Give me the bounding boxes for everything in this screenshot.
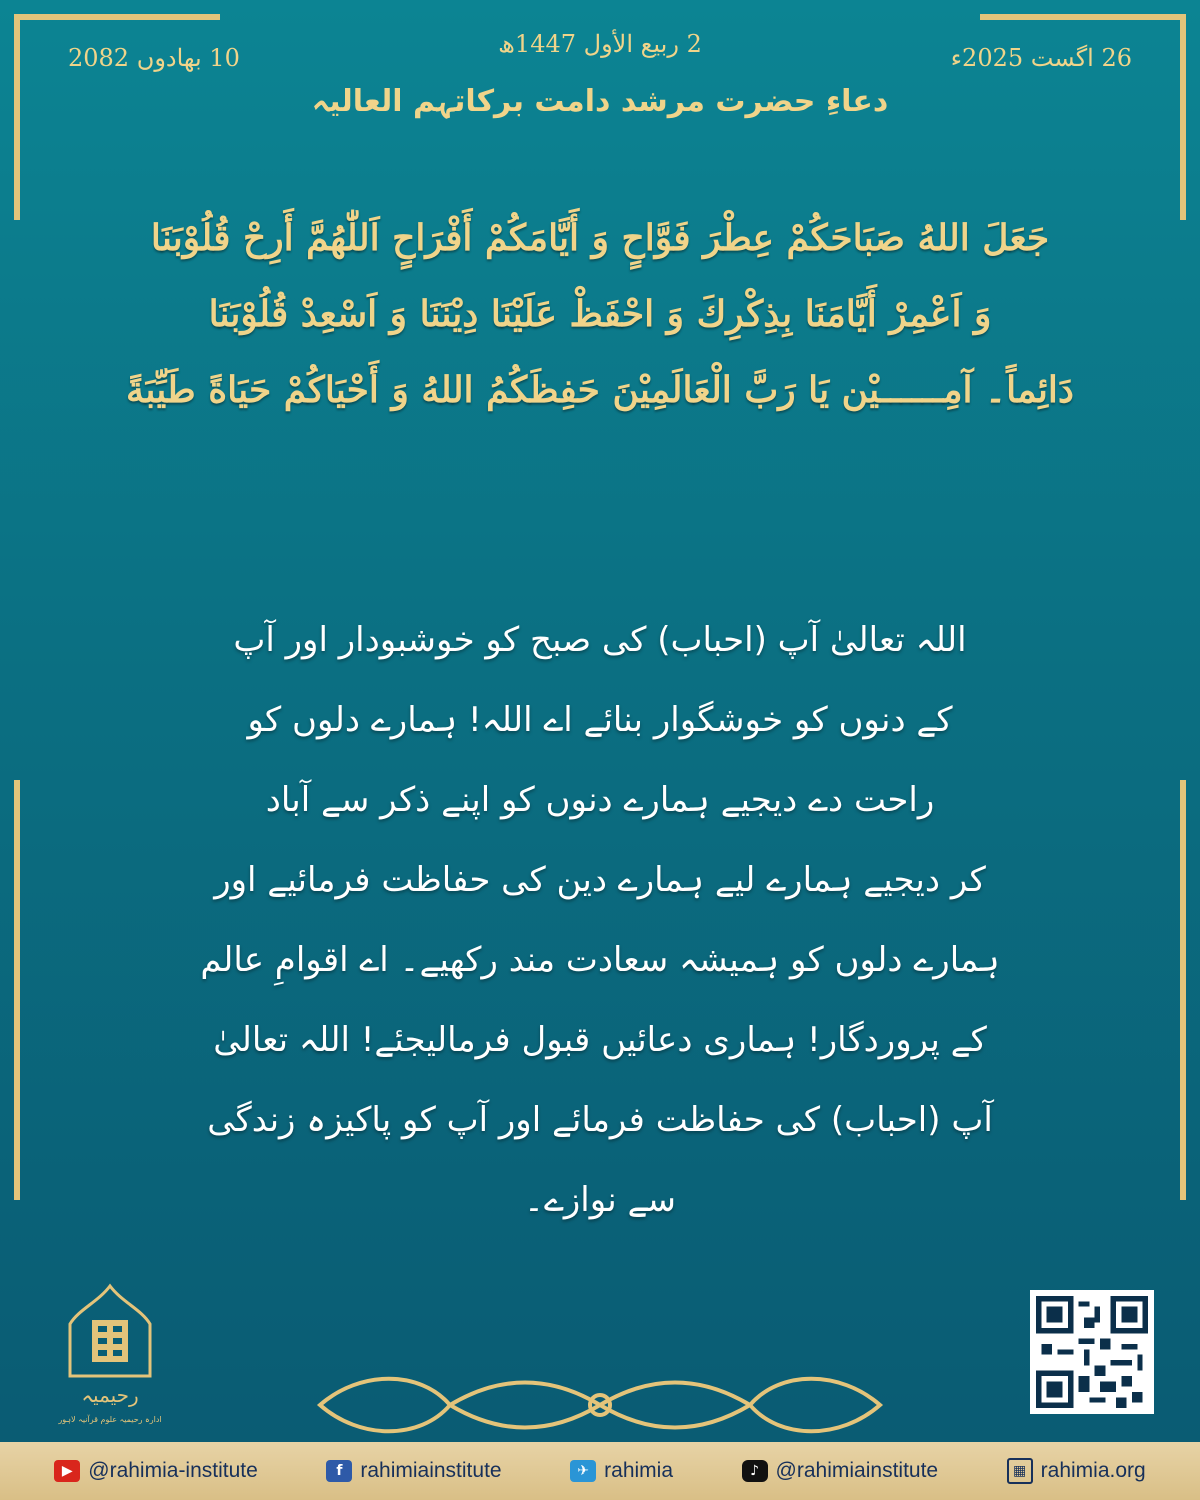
hijri-date: 2 ربیع الأول 1447ھ	[498, 30, 702, 58]
twitter-handle: rahimia	[604, 1459, 673, 1482]
website-url: rahimia.org	[1040, 1459, 1146, 1482]
tiktok-link[interactable]	[742, 1459, 939, 1483]
youtube-link[interactable]	[54, 1459, 258, 1483]
urdu-line: راحت دے دیجیے ہمارے دنوں کو اپنے ذکر سے آباد	[265, 780, 935, 820]
urdu-line: ہمارے دلوں کو ہمیشہ سعادت مند رکھیے۔ اے اقوامِ عالم	[200, 940, 1000, 980]
arabic-line: دَائِماً۔ آمِــــــيْن يَا رَبَّ الْعَالَمِيْنَ حَفِظَكُمُ اللهُ وَ أَحْيَاكُمْ حَيَاةً طَيِّبَةً	[126, 369, 1074, 411]
bikrami-date: 10 بھادوں 2082	[68, 44, 240, 72]
urdu-line: آپ (احباب) کی حفاظت فرمائے اور آپ کو پاکیزہ زندگی	[207, 1100, 993, 1140]
twitter-icon: ✈	[570, 1460, 596, 1482]
urdu-line: اللہ تعالیٰ آپ (احباب) کی صبح کو خوشبودار اور آپ	[233, 620, 967, 660]
tiktok-handle: @rahimiainstitute	[775, 1459, 939, 1482]
globe-qr-icon: ▦	[1007, 1458, 1033, 1484]
urdu-translation	[180, 600, 1020, 1240]
gregorian-date: 26 اگست 2025ء	[950, 44, 1132, 72]
urdu-line: کے پروردگار! ہماری دعائیں قبول فرمالیجئے! اللہ تعالیٰ	[213, 1020, 987, 1060]
twitter-link[interactable]	[570, 1459, 673, 1483]
tiktok-icon: ♪	[742, 1460, 768, 1482]
arabic-line: وَ اَعْمِرْ أَيَّامَنَا بِذِكْرِكَ وَ احْفَظْ عَلَيْنَا دِيْنَنَا وَ اَسْعِدْ قُلُوْبَنَا	[208, 293, 992, 335]
facebook-link[interactable]	[326, 1459, 501, 1483]
website-link[interactable]	[1007, 1458, 1146, 1484]
frame-side-left	[14, 780, 20, 1200]
svg-text:رحیمیہ: رحیمیہ	[81, 1383, 139, 1407]
rahimia-logo	[40, 1280, 180, 1430]
urdu-line: سے نوازے۔	[524, 1180, 676, 1220]
svg-text:ادارہ رحیمیہ علوم قرآنیہ لاہور: ادارہ رحیمیہ علوم قرآنیہ لاہور	[58, 1415, 162, 1424]
page-title: دعاءِ حضرت مرشد دامت برکاتہم العالیہ	[311, 84, 889, 119]
social-footer	[0, 1442, 1200, 1500]
arabic-prayer	[70, 200, 1130, 428]
urdu-line: کر دیجیے ہمارے لیے ہمارے دین کی حفاظت فرمائیے اور	[214, 860, 986, 900]
qr-code[interactable]	[1030, 1290, 1154, 1414]
facebook-handle: rahimiainstitute	[360, 1459, 502, 1482]
urdu-line: کے دنوں کو خوشگوار بنائے اے اللہ! ہمارے دلوں کو	[247, 700, 953, 740]
youtube-icon: ▶	[54, 1460, 80, 1482]
decorative-flourish	[300, 1365, 900, 1445]
facebook-icon: f	[326, 1460, 352, 1482]
arabic-line: جَعَلَ اللهُ صَبَاحَكُمْ عِطْرَ فَوَّاحٍ وَ أَيَّامَكُمْ أَفْرَاحٍ اَللّٰهُمَّ أَرِحْ قُلُوْبَنَا	[150, 217, 1050, 259]
frame-side-right	[1180, 780, 1186, 1200]
youtube-handle: @rahimia-institute	[88, 1459, 258, 1482]
